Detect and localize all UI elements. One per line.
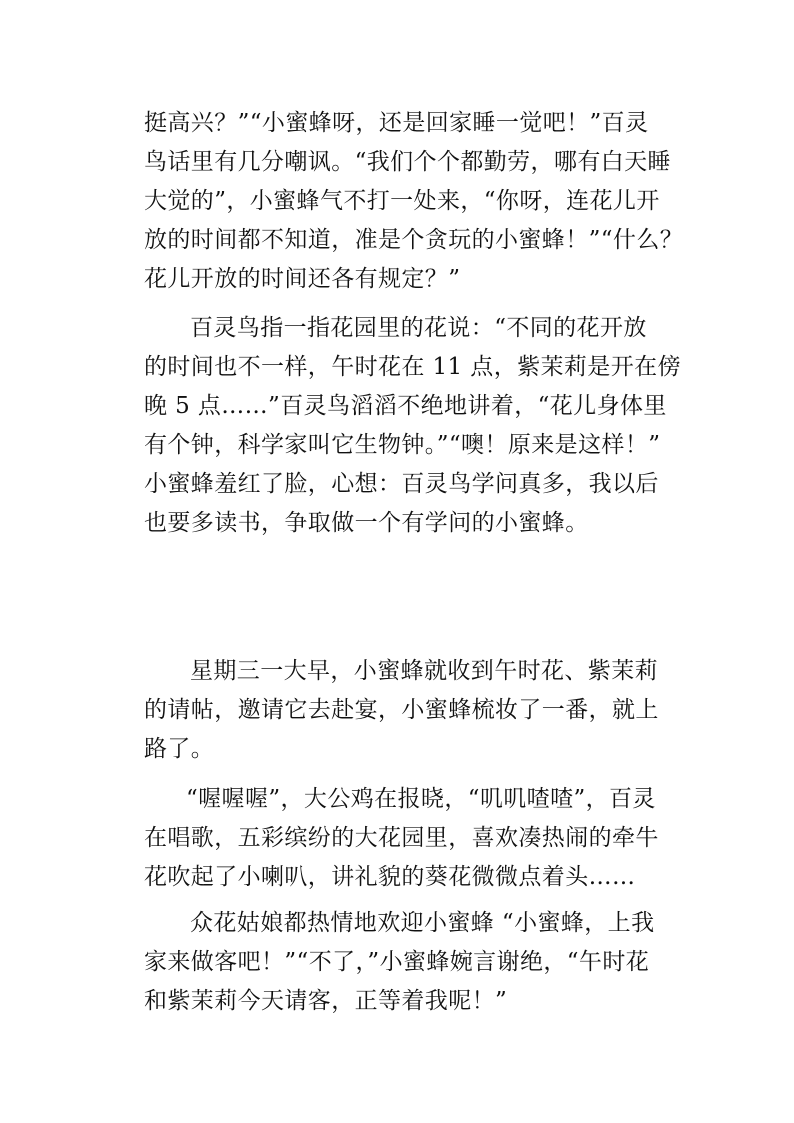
text-line: 大觉的”，小蜜蜂气不打一处来，“你呀，连花儿开 — [144, 188, 660, 214]
text-line: 晚 5 点……”百灵鸟滔滔不绝地讲着，“花儿身体里 — [144, 393, 667, 419]
paragraph-continued-dialogue — [144, 104, 684, 299]
text-line: 花吹起了小喇叭，讲礼貌的葵花微微点着头…… — [144, 864, 636, 890]
text-line: 小蜜蜂羞红了脸，心想：百灵鸟学问真多，我以后 — [144, 471, 659, 497]
text-line: 的时间也不一样，午时花在 11 点，紫茉莉是开在傍 — [144, 354, 681, 380]
paragraph-wednesday-morning — [144, 652, 664, 769]
text-line: 鸟话里有几分嘲讽。“我们个个都勤劳，哪有白天睡 — [144, 149, 671, 175]
text-line: 有个钟，科学家叫它生物钟。”“噢！原来是这样！” — [144, 432, 661, 458]
text-line: 在唱歌，五彩缤纷的大花园里，喜欢凑热闹的牵牛 — [144, 825, 659, 851]
text-line: 众花姑娘都热情地欢迎小蜜蜂 “小蜜蜂，上我 — [190, 910, 655, 936]
paragraph-garden-scene — [144, 780, 664, 897]
text-line: 的请帖，邀请它去赴宴，小蜜蜂梳妆了一番，就上 — [144, 697, 659, 723]
text-line: 挺高兴？”“小蜜蜂呀，还是回家睡一觉吧！”百灵 — [144, 110, 649, 136]
text-line: 花儿开放的时间还各有规定？” — [144, 266, 461, 292]
text-line: 百灵鸟指一指花园里的花说：“不同的花开放 — [190, 315, 647, 341]
text-line: 星期三一大早，小蜜蜂就收到午时花、紫茉莉 — [190, 658, 658, 684]
text-line: 家来做客吧！”“不了，”小蜜蜂婉言谢绝，“午时花 — [144, 949, 650, 975]
text-line: 放的时间都不知道，准是个贪玩的小蜜蜂！”“什么？ — [144, 227, 684, 253]
text-line: 也要多读书，争取做一个有学问的小蜜蜂。 — [144, 510, 589, 536]
paragraph-flower-girls — [144, 904, 664, 1021]
text-line: 和紫茉莉今天请客，正等着我呢！” — [144, 988, 508, 1014]
text-line: “喔喔喔”，大公鸡在报晓，“叽叽喳喳”，百灵 — [186, 786, 656, 812]
paragraph-biological-clock — [144, 309, 681, 543]
text-line: 路了。 — [144, 736, 215, 762]
